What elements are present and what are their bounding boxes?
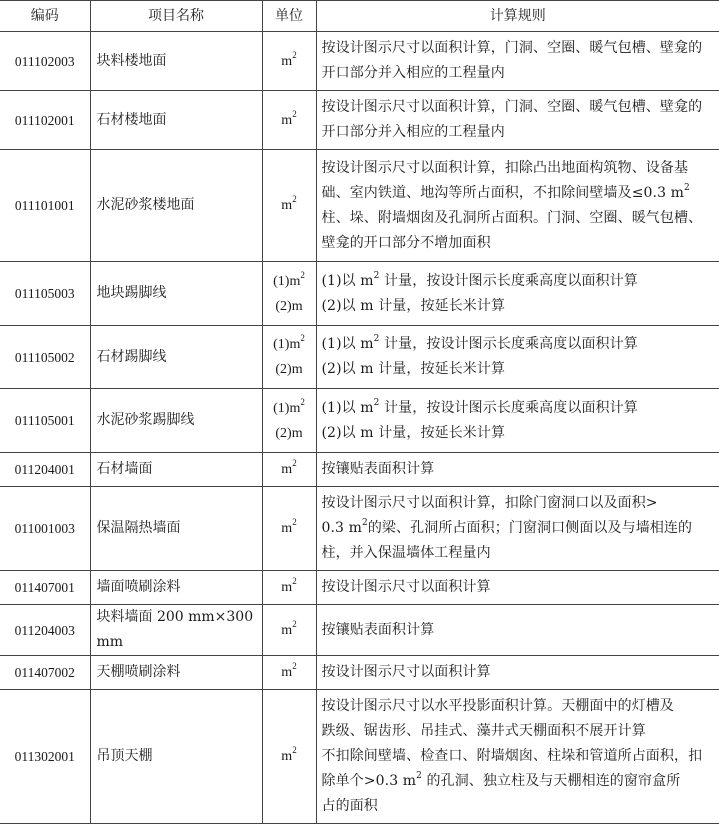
rule-line: (1)以 $m^2$ 计量，按设计图示长度乘高度以面积计算: [321, 334, 638, 352]
item-unit: [262, 389, 316, 453]
rule-line: 按设计图示尺寸以面积计算: [321, 664, 491, 680]
item-code: 011001003: [0, 487, 90, 571]
unit-line: $(1)m^2$: [273, 333, 305, 352]
rule-line: 不扣除间壁墙、检查口、附墙烟囱、柱垛和管道所占面积，扣: [321, 748, 703, 764]
item-name: 墙面喷刷涂料: [90, 571, 262, 605]
item-code: 011204001: [0, 453, 90, 487]
calculation-rule: [316, 91, 719, 150]
calculation-rule: [316, 326, 719, 389]
rule-line: 除单个>0.3 $m^2$ 的孔洞、独立柱及与天棚相连的窗帘盒所: [321, 771, 681, 789]
unit-line: $m^2$: [281, 661, 297, 680]
rule-line: (1)以 $m^2$ 计量，按设计图示长度乘高度以面积计算: [321, 270, 638, 289]
item-unit: [262, 150, 316, 262]
item-name: 石材墙面: [90, 453, 262, 487]
rule-line: 按设计图示尺寸以水平投影面积计算。天棚面中的灯槽及: [321, 698, 674, 714]
rule-line: 按设计图示尺寸以面积计算: [321, 579, 491, 595]
unit-line: $m^2$: [281, 517, 297, 536]
rule-line: 按镶贴表面积计算: [321, 461, 435, 477]
item-code: 011407002: [0, 656, 90, 690]
item-code: 011105001: [0, 389, 90, 453]
item-code: 011407001: [0, 571, 90, 605]
unit-line: $m^2$: [281, 194, 297, 213]
rule-line: (2)以 m 计量，按延长米计算: [321, 424, 506, 441]
header-row: [0, 1, 719, 32]
calculation-rule: [316, 262, 719, 326]
item-name: 吊顶天棚: [90, 690, 262, 824]
calculation-rule: [316, 32, 719, 91]
item-unit: [262, 262, 316, 326]
table-row: [0, 389, 719, 453]
item-unit: [262, 487, 316, 571]
unit-line: $m^2$: [281, 618, 297, 638]
item-name: 天棚喷刷涂料: [90, 656, 262, 690]
rule-line: 按设计图示尺寸以面积计算，扣除凸出地面构筑物、设备基: [321, 159, 689, 176]
calculation-rule: [316, 605, 719, 656]
unit-line: $m^2$: [281, 458, 297, 477]
item-name: 块料楼地面: [90, 32, 262, 91]
item-code: 011105002: [0, 326, 90, 389]
rule-line: (2)以 m 计量，按延长米计算: [321, 297, 506, 314]
rule-line: (1)以 $m^2$ 计量，按设计图示长度乘高度以面积计算: [321, 397, 638, 416]
unit-line: $(1)m^2$: [273, 269, 305, 289]
unit-line: $m^2$: [281, 108, 297, 128]
table-row: [0, 32, 719, 91]
item-name: 块料墙面 200 mm×300 mm: [90, 605, 262, 656]
header-rule: 计算规则: [316, 1, 719, 32]
table-row: [0, 690, 719, 824]
rule-line: 按设计图示尺寸以面积计算，门洞、空圈、暖气包槽、壁龛的: [321, 99, 703, 115]
table-row: [0, 605, 719, 656]
table-row: [0, 326, 719, 389]
unit-line: (2)m: [275, 298, 303, 314]
item-name: 水泥砂浆踢脚线: [90, 389, 262, 453]
rule-line: 柱、垛、附墙烟囱及孔洞所占面积。门洞、空圈、暖气包槽、: [321, 209, 703, 226]
item-unit: [262, 326, 316, 389]
item-code: 011204003: [0, 605, 90, 656]
rule-line: 础、室内铁道、地沟等所占面积，不扣除间壁墙及≤0.3 $m^2$: [321, 182, 690, 201]
calculation-rule: [316, 571, 719, 605]
item-unit: [262, 605, 316, 656]
table-row: [0, 91, 719, 150]
calculation-rule: [316, 656, 719, 690]
unit-line: (2)m: [275, 425, 303, 441]
table-row: [0, 571, 719, 605]
unit-line: $m^2$: [281, 745, 297, 764]
calculation-rule: [316, 150, 719, 262]
item-code: 011102001: [0, 91, 90, 150]
item-code: 011101001: [0, 150, 90, 262]
item-unit: [262, 690, 316, 824]
item-name: 地块踢脚线: [90, 262, 262, 326]
table-row: [0, 487, 719, 571]
rule-line: (2)以 m 计量，按延长米计算: [321, 361, 506, 377]
item-unit: [262, 32, 316, 91]
item-name: 石材踢脚线: [90, 326, 262, 389]
header-code: 编码: [0, 1, 90, 32]
rule-line: 壁龛的开口部分不增加面积: [321, 234, 491, 251]
item-name: 水泥砂浆楼地面: [90, 150, 262, 262]
calculation-rule: [316, 453, 719, 487]
item-name: 保温隔热墙面: [90, 487, 262, 571]
header-item-name: 项目名称: [90, 1, 262, 32]
rule-line: 占的面积: [321, 798, 378, 814]
unit-line: $m^2$: [281, 576, 297, 595]
calculation-rule: [316, 690, 719, 824]
item-unit: [262, 571, 316, 605]
item-unit: [262, 656, 316, 690]
item-name: 石材楼地面: [90, 91, 262, 150]
item-unit: [262, 453, 316, 487]
item-code: 011302001: [0, 690, 90, 824]
unit-line: (2)m: [275, 362, 303, 377]
table-row: [0, 453, 719, 487]
calculation-rule: [316, 487, 719, 571]
rule-line: 柱，并入保温墙体工程量内: [321, 545, 491, 561]
rule-line: 按设计图示尺寸以面积计算，门洞、空圈、暖气包槽、壁龛的: [321, 40, 703, 56]
unit-line: $(1)m^2$: [273, 396, 305, 416]
calculation-rule: [316, 389, 719, 453]
rule-line: 开口部分并入相应的工程量内: [321, 65, 505, 81]
unit-line: $m^2$: [281, 49, 297, 69]
rule-line: 0.3 $m^2$的梁、孔洞所占面积；门窗洞口侧面以及与墙相连的: [321, 518, 693, 536]
table-row: [0, 150, 719, 262]
rule-line: 开口部分并入相应的工程量内: [321, 124, 505, 140]
item-unit: [262, 91, 316, 150]
item-code: 011105003: [0, 262, 90, 326]
header-unit: 单位: [262, 1, 316, 32]
table-row: [0, 262, 719, 326]
rule-line: 跌级、锯齿形、吊挂式、藻井式天棚面积不展开计算: [321, 723, 646, 739]
table-row: [0, 656, 719, 690]
rule-line: 按设计图示尺寸以面积计算，扣除门窗洞口以及面积>: [321, 495, 658, 511]
rule-line: 按镶贴表面积计算: [321, 621, 435, 638]
item-code: 011102003: [0, 32, 90, 91]
